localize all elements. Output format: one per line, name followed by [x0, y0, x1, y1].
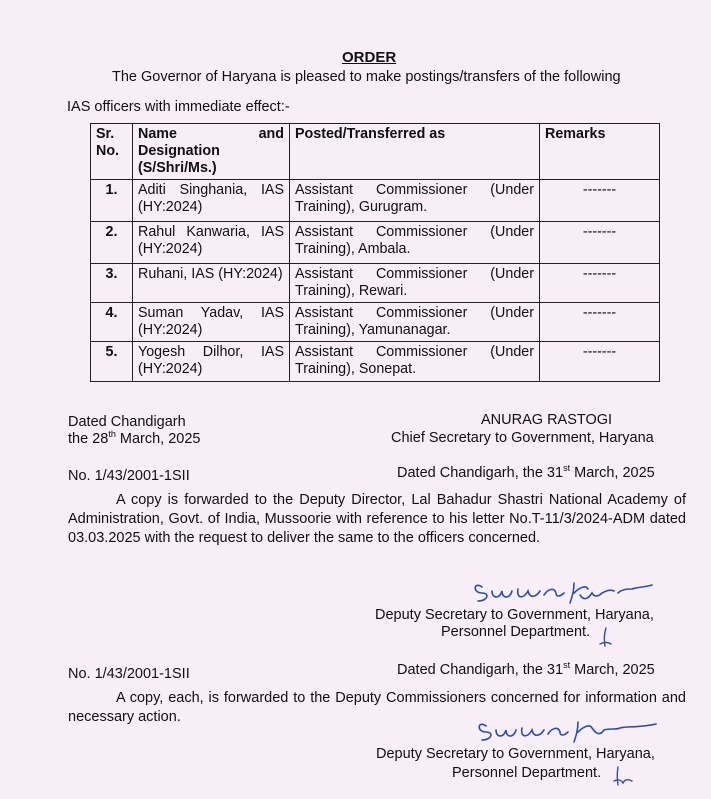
row-name: Ruhani, IAS (HY:2024): [133, 264, 290, 303]
order-title: ORDER: [342, 49, 397, 66]
initials-mark: [598, 626, 612, 648]
row-name: Rahul Kanwaria, IAS (HY:2024): [133, 222, 290, 264]
endorsement-number: No. 1/43/2001-1SII: [68, 468, 190, 484]
row-sr: 1.: [91, 180, 133, 222]
table-row: [91, 222, 660, 264]
row-sr: 3.: [91, 264, 133, 303]
signatory-department: Personnel Department.: [441, 624, 591, 640]
row-posted: Assistant Commissioner (Under Training), Gurugram.: [290, 180, 540, 222]
intro-line-2: IAS officers with immediate effect:-: [67, 99, 290, 115]
header-name: Name and Designation (S/Shri/Ms.): [133, 124, 290, 180]
endorsement-date: Dated Chandigarh, the 31st March, 2025: [397, 660, 655, 678]
row-posted: Assistant Commissioner (Under Training), Yamunanagar.: [290, 303, 540, 342]
row-sr: 2.: [91, 222, 133, 264]
row-remarks: -------: [540, 303, 660, 342]
postings-table: [90, 123, 660, 382]
row-posted: Assistant Commissioner (Under Training), Rewari.: [290, 264, 540, 303]
table-row: [91, 303, 660, 342]
signatory-name: ANURAG RASTOGI: [481, 412, 613, 428]
table-row: [91, 342, 660, 382]
row-sr: 5.: [91, 342, 133, 382]
row-sr: 4.: [91, 303, 133, 342]
signatory-title: Deputy Secretary to Government, Haryana,: [375, 607, 654, 623]
dated-date: the 28th March, 2025: [68, 429, 201, 447]
endorsement-body: A copy is forwarded to the Deputy Director, Lal Bahadur Shastri National Academy of Administration, Govt. of India, Mussoorie with reference to his letter No.T-11/3/2024-ADM dated 03.03.2025 with the request to deliver the same to the officers concerned.: [68, 492, 686, 546]
row-name: Aditi Singhania, IAS (HY:2024): [133, 180, 290, 222]
signatory-title: Chief Secretary to Government, Haryana: [391, 430, 654, 446]
row-remarks: -------: [540, 222, 660, 264]
signatory-title: Deputy Secretary to Government, Haryana,: [376, 746, 655, 762]
endorsement-body: A copy, each, is forwarded to the Deputy Commissioners concerned for information and necessary action.: [68, 690, 686, 725]
endorsement-date: Dated Chandigarh, the 31st March, 2025: [397, 463, 655, 481]
row-name: Yogesh Dilhor, IAS (HY:2024): [133, 342, 290, 382]
header-remarks: Remarks: [540, 124, 660, 180]
row-name: Suman Yadav, IAS (HY:2024): [133, 303, 290, 342]
row-remarks: -------: [540, 342, 660, 382]
signature-image: [474, 716, 659, 748]
table-header-row: [91, 124, 660, 180]
intro-line-1: The Governor of Haryana is pleased to make postings/transfers of the following: [112, 69, 621, 85]
row-posted: Assistant Commissioner (Under Training), Sonepat.: [290, 342, 540, 382]
row-remarks: -------: [540, 264, 660, 303]
dated-place: Dated Chandigarh: [68, 414, 186, 430]
signatory-department: Personnel Department.: [452, 765, 602, 781]
endorsement-number: No. 1/43/2001-1SII: [68, 666, 190, 682]
row-remarks: -------: [540, 180, 660, 222]
header-posted: Posted/Transferred as: [290, 124, 540, 180]
row-posted: Assistant Commissioner (Under Training), Ambala.: [290, 222, 540, 264]
table-row: [91, 180, 660, 222]
table-row: [91, 264, 660, 303]
header-sr-no: Sr. No.: [91, 124, 133, 180]
signature-image: [470, 575, 655, 609]
initials-mark: [612, 765, 634, 787]
